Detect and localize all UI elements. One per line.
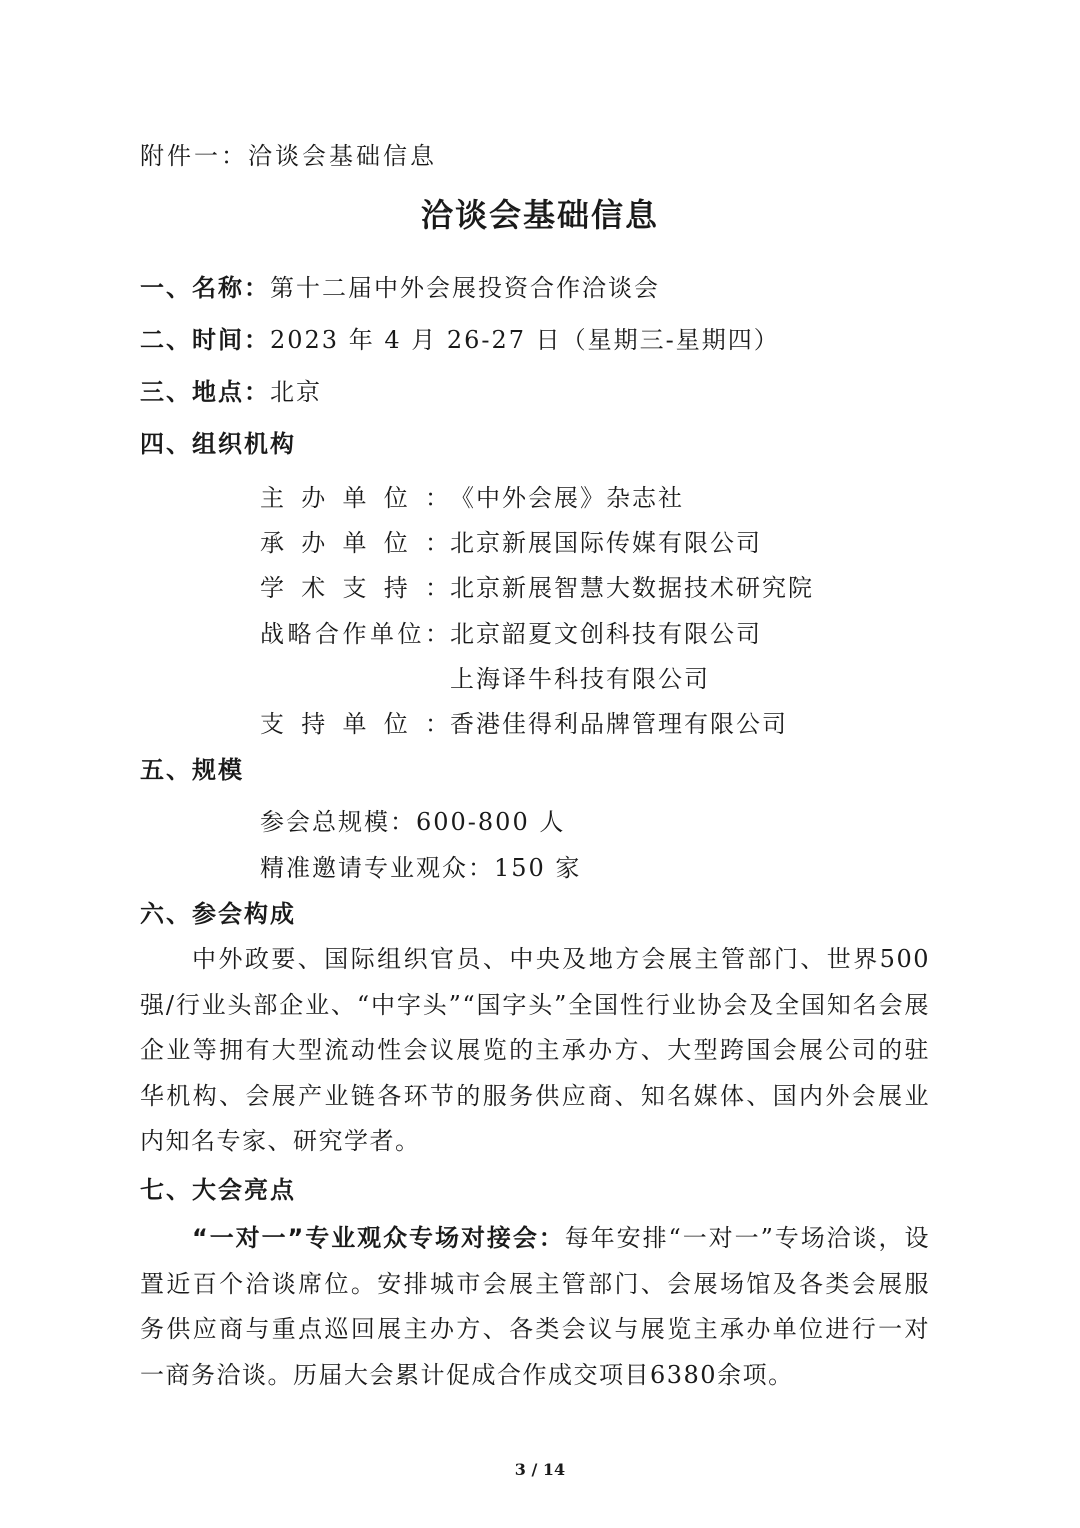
page-title: 洽谈会基础信息 bbox=[420, 196, 659, 234]
org-label: 主办单位： bbox=[260, 484, 450, 512]
section-highlights bbox=[140, 1170, 296, 1205]
org-row bbox=[260, 568, 814, 603]
org-row bbox=[260, 659, 710, 693]
section-time bbox=[140, 320, 780, 355]
section-value: 2023 年 4 月 26-27 日（星期三-星期四） bbox=[270, 326, 780, 354]
section-heading: 三、地点： bbox=[140, 378, 270, 406]
scale-total: 参会总规模：600-800 人 bbox=[260, 808, 566, 836]
section-name bbox=[140, 268, 660, 303]
org-row bbox=[260, 704, 788, 739]
section-heading: 五、规模 bbox=[140, 756, 244, 784]
org-row bbox=[260, 614, 762, 649]
scale-audience: 精准邀请专业观众：150 家 bbox=[260, 854, 582, 882]
section-scale bbox=[140, 750, 244, 785]
org-label: 学术支持： bbox=[260, 574, 450, 602]
org-label: 承办单位： bbox=[260, 529, 450, 557]
section-heading: 六、参会构成 bbox=[140, 900, 296, 928]
org-row bbox=[260, 523, 762, 558]
section-heading: 二、时间： bbox=[140, 326, 270, 354]
org-value: 香港佳得利品牌管理有限公司 bbox=[450, 710, 788, 738]
org-value: 北京新展国际传媒有限公司 bbox=[450, 529, 762, 557]
section-value: 北京 bbox=[270, 378, 322, 406]
org-value: 《中外会展》杂志社 bbox=[450, 484, 684, 512]
org-row bbox=[260, 478, 684, 513]
section-heading: 一、名称： bbox=[140, 274, 270, 302]
org-label: 支持单位： bbox=[260, 710, 450, 738]
section-composition bbox=[140, 894, 296, 929]
section-place bbox=[140, 372, 322, 407]
org-value: 北京新展智慧大数据技术研究院 bbox=[450, 574, 814, 602]
highlight-paragraph bbox=[140, 1216, 930, 1398]
highlight-text: 每年安排“一对一”专场洽谈，设置近百个洽谈席位。安排城市会展主管部门、会展场馆及各类会展服务供应商与重点巡回展主办方、各类会议与展览主承办单位进行一对一商务洽谈。历届大会累计促成合作成交项目6380余项。 bbox=[140, 1224, 931, 1389]
page-number: 3 / 14 bbox=[514, 1460, 566, 1479]
org-value: 北京韶夏文创科技有限公司 bbox=[450, 620, 762, 648]
org-value: 上海译牛科技有限公司 bbox=[450, 665, 710, 693]
composition-paragraph: 中外政要、国际组织官员、中央及地方会展主管部门、世界500强/行业头部企业、“中字头”“国字头”全国性行业协会及全国知名会展企业等拥有大型流动性会议展览的主承办方、大型跨国会展公司的驻华机构、会展产业链各环节的服务供应商、知名媒体、国内外会展业内知名专家、研究学者。 bbox=[140, 945, 930, 1155]
section-heading: 七、大会亮点 bbox=[140, 1176, 296, 1204]
highlight-lead: “一对一”专业观众专场对接会： bbox=[192, 1224, 565, 1252]
section-heading: 四、组织机构 bbox=[140, 430, 296, 458]
attachment-label: 附件一：洽谈会基础信息 bbox=[140, 142, 437, 170]
section-organization bbox=[140, 424, 296, 459]
org-label: 战略合作单位： bbox=[260, 620, 450, 648]
section-value: 第十二届中外会展投资合作洽谈会 bbox=[270, 274, 660, 302]
